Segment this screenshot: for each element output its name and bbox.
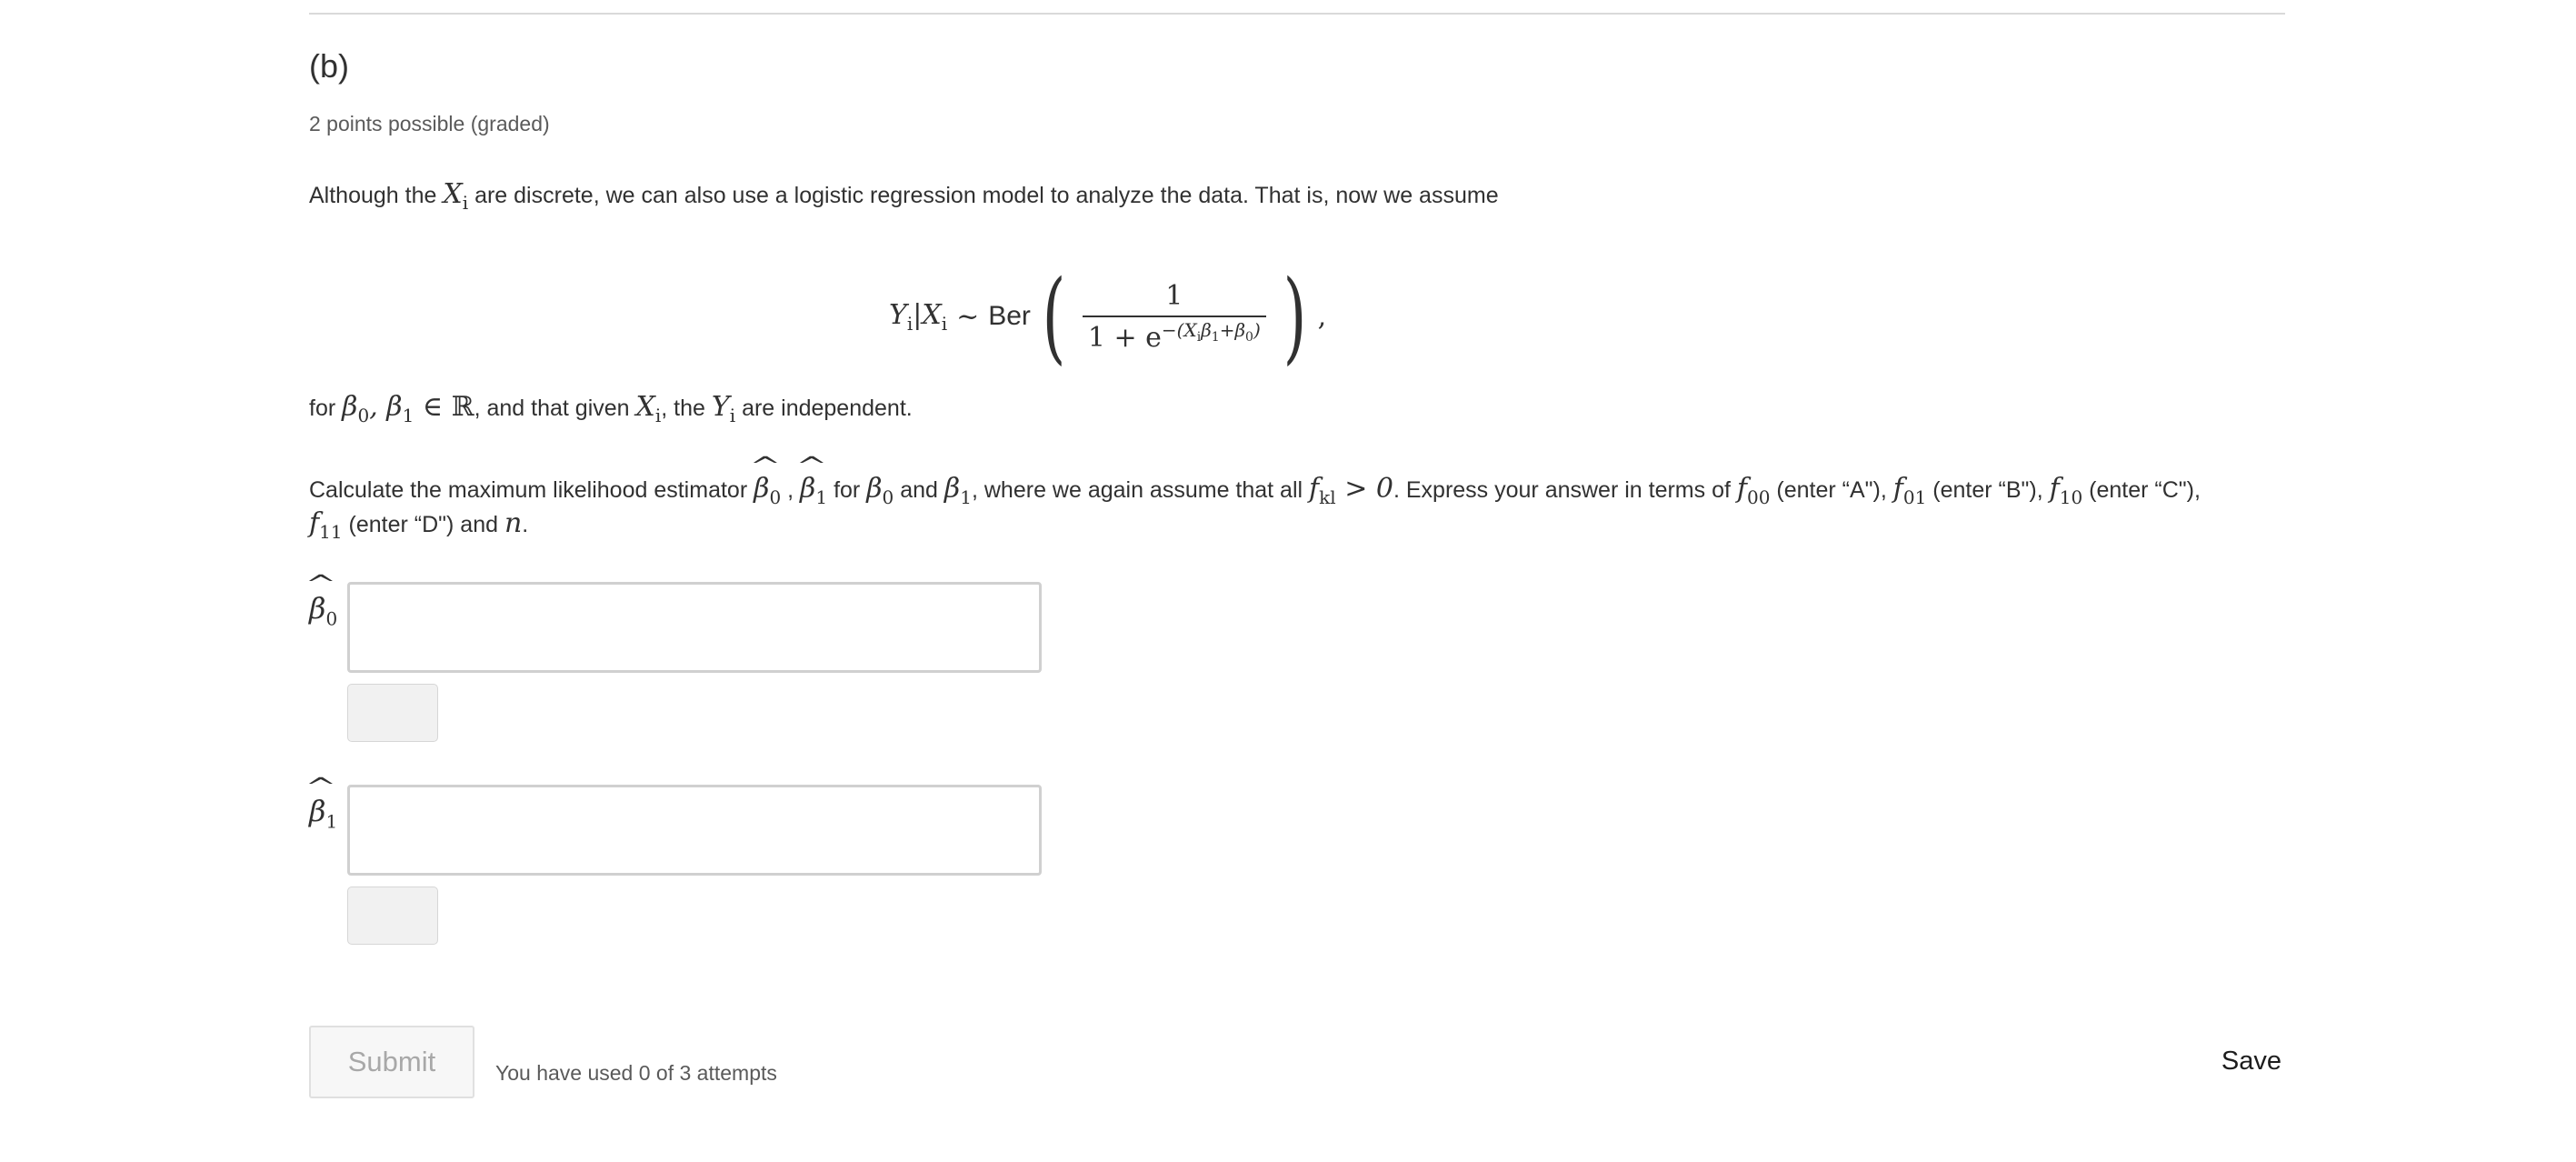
assume-text: , where we again assume that all	[971, 477, 1303, 503]
the-text: , the	[661, 396, 705, 421]
submit-button[interactable]: Submit	[309, 1026, 474, 1098]
beta0-answer-preview	[347, 684, 438, 742]
beta1-hat: ^ $\beta_1$	[800, 473, 827, 508]
assumption-paragraph: for $\beta_0$, $\beta_1$ ∈ ℝ, and that given $X_i$, the $Y_i$ are independent.	[309, 391, 913, 426]
formula-ber: Ber	[988, 301, 1031, 331]
calc-text: Calculate the maximum likelihood estimator	[309, 477, 748, 503]
task-paragraph-line2	[309, 507, 528, 543]
period: .	[522, 512, 529, 537]
formula-fraction	[1083, 280, 1266, 354]
given-text: , and that given	[474, 396, 630, 421]
logistic-model-formula	[889, 258, 1327, 375]
intro-text-a: Although the	[309, 183, 437, 208]
enter-a: (enter “A"),	[1776, 477, 1887, 503]
calc-for-text: for	[834, 477, 861, 503]
express-text: . Express your answer in terms of	[1393, 477, 1731, 503]
enter-c: (enter “C"),	[2089, 477, 2201, 503]
var-yi: $Y_i$	[711, 391, 736, 426]
for-text: for	[309, 396, 336, 421]
formula-tilde: ~	[956, 300, 980, 333]
formula-yi: $Y_i$	[889, 298, 914, 335]
beta0-answer-input[interactable]	[347, 582, 1042, 673]
points-possible: 2 points possible (graded)	[309, 112, 550, 135]
enter-b: (enter “B"),	[1932, 477, 2043, 503]
beta1-answer-preview	[347, 887, 438, 945]
calc-and-text: and	[900, 477, 938, 503]
f10: $f_{10}$	[2049, 473, 2083, 508]
formula-numerator: 1	[1165, 279, 1183, 312]
beta1: $\beta_1$	[944, 473, 972, 508]
f11: $f_{11}$	[309, 507, 343, 543]
n-var: n	[504, 507, 523, 539]
f01: $f_{01}$	[1892, 473, 1927, 508]
top-divider	[309, 13, 2285, 15]
intro-paragraph	[309, 178, 1499, 214]
save-button[interactable]: Save	[2221, 1047, 2281, 1076]
attempts-counter: You have used 0 of 3 attempts	[495, 1061, 777, 1085]
beta0: $\beta_0$	[866, 473, 894, 508]
part-label: (b)	[309, 47, 349, 85]
var-xi-2: $X_i$	[635, 391, 662, 426]
formula-denominator: $1 + e^{-(X_i\beta_1+\beta_0)}$	[1083, 316, 1266, 354]
formula-xi: $|X_i$	[913, 298, 948, 335]
var-xi: $X_i$	[443, 178, 469, 214]
enter-d: (enter “D") and	[348, 512, 499, 537]
right-paren: )	[1283, 258, 1307, 375]
left-paren: (	[1042, 258, 1066, 375]
beta1-answer-input[interactable]	[347, 785, 1042, 876]
task-paragraph-line1: Calculate the maximum likelihood estimator ^ $\beta_0$ , ^ $\beta_1$ for $\beta_0$ and $\beta_1$, where we again assume that all $f_{kl} > 0$. Express your answer in terms of $f_{00}$ (enter “A"), $f_{01}$ (enter “B"), $f_{10}$ (enter “C"),	[309, 473, 2201, 508]
formula-comma: ,	[1317, 300, 1327, 333]
answer-label-beta0-hat: ^ $\beta_0$	[309, 591, 337, 629]
independent-text: are independent.	[742, 396, 913, 421]
intro-text-b: are discrete, we can also use a logistic regression model to analyze the data. That is, now we assume	[474, 183, 1499, 208]
answer-label-beta1-hat: ^ $\beta_1$	[309, 794, 337, 832]
beta-params: $\beta_0$, $\beta_1$	[342, 391, 414, 426]
beta0-hat: ^ $\beta_0$	[754, 473, 781, 508]
f00: $f_{00}$	[1736, 473, 1771, 508]
fkl-positive: $f_{kl} > 0$	[1309, 473, 1393, 508]
